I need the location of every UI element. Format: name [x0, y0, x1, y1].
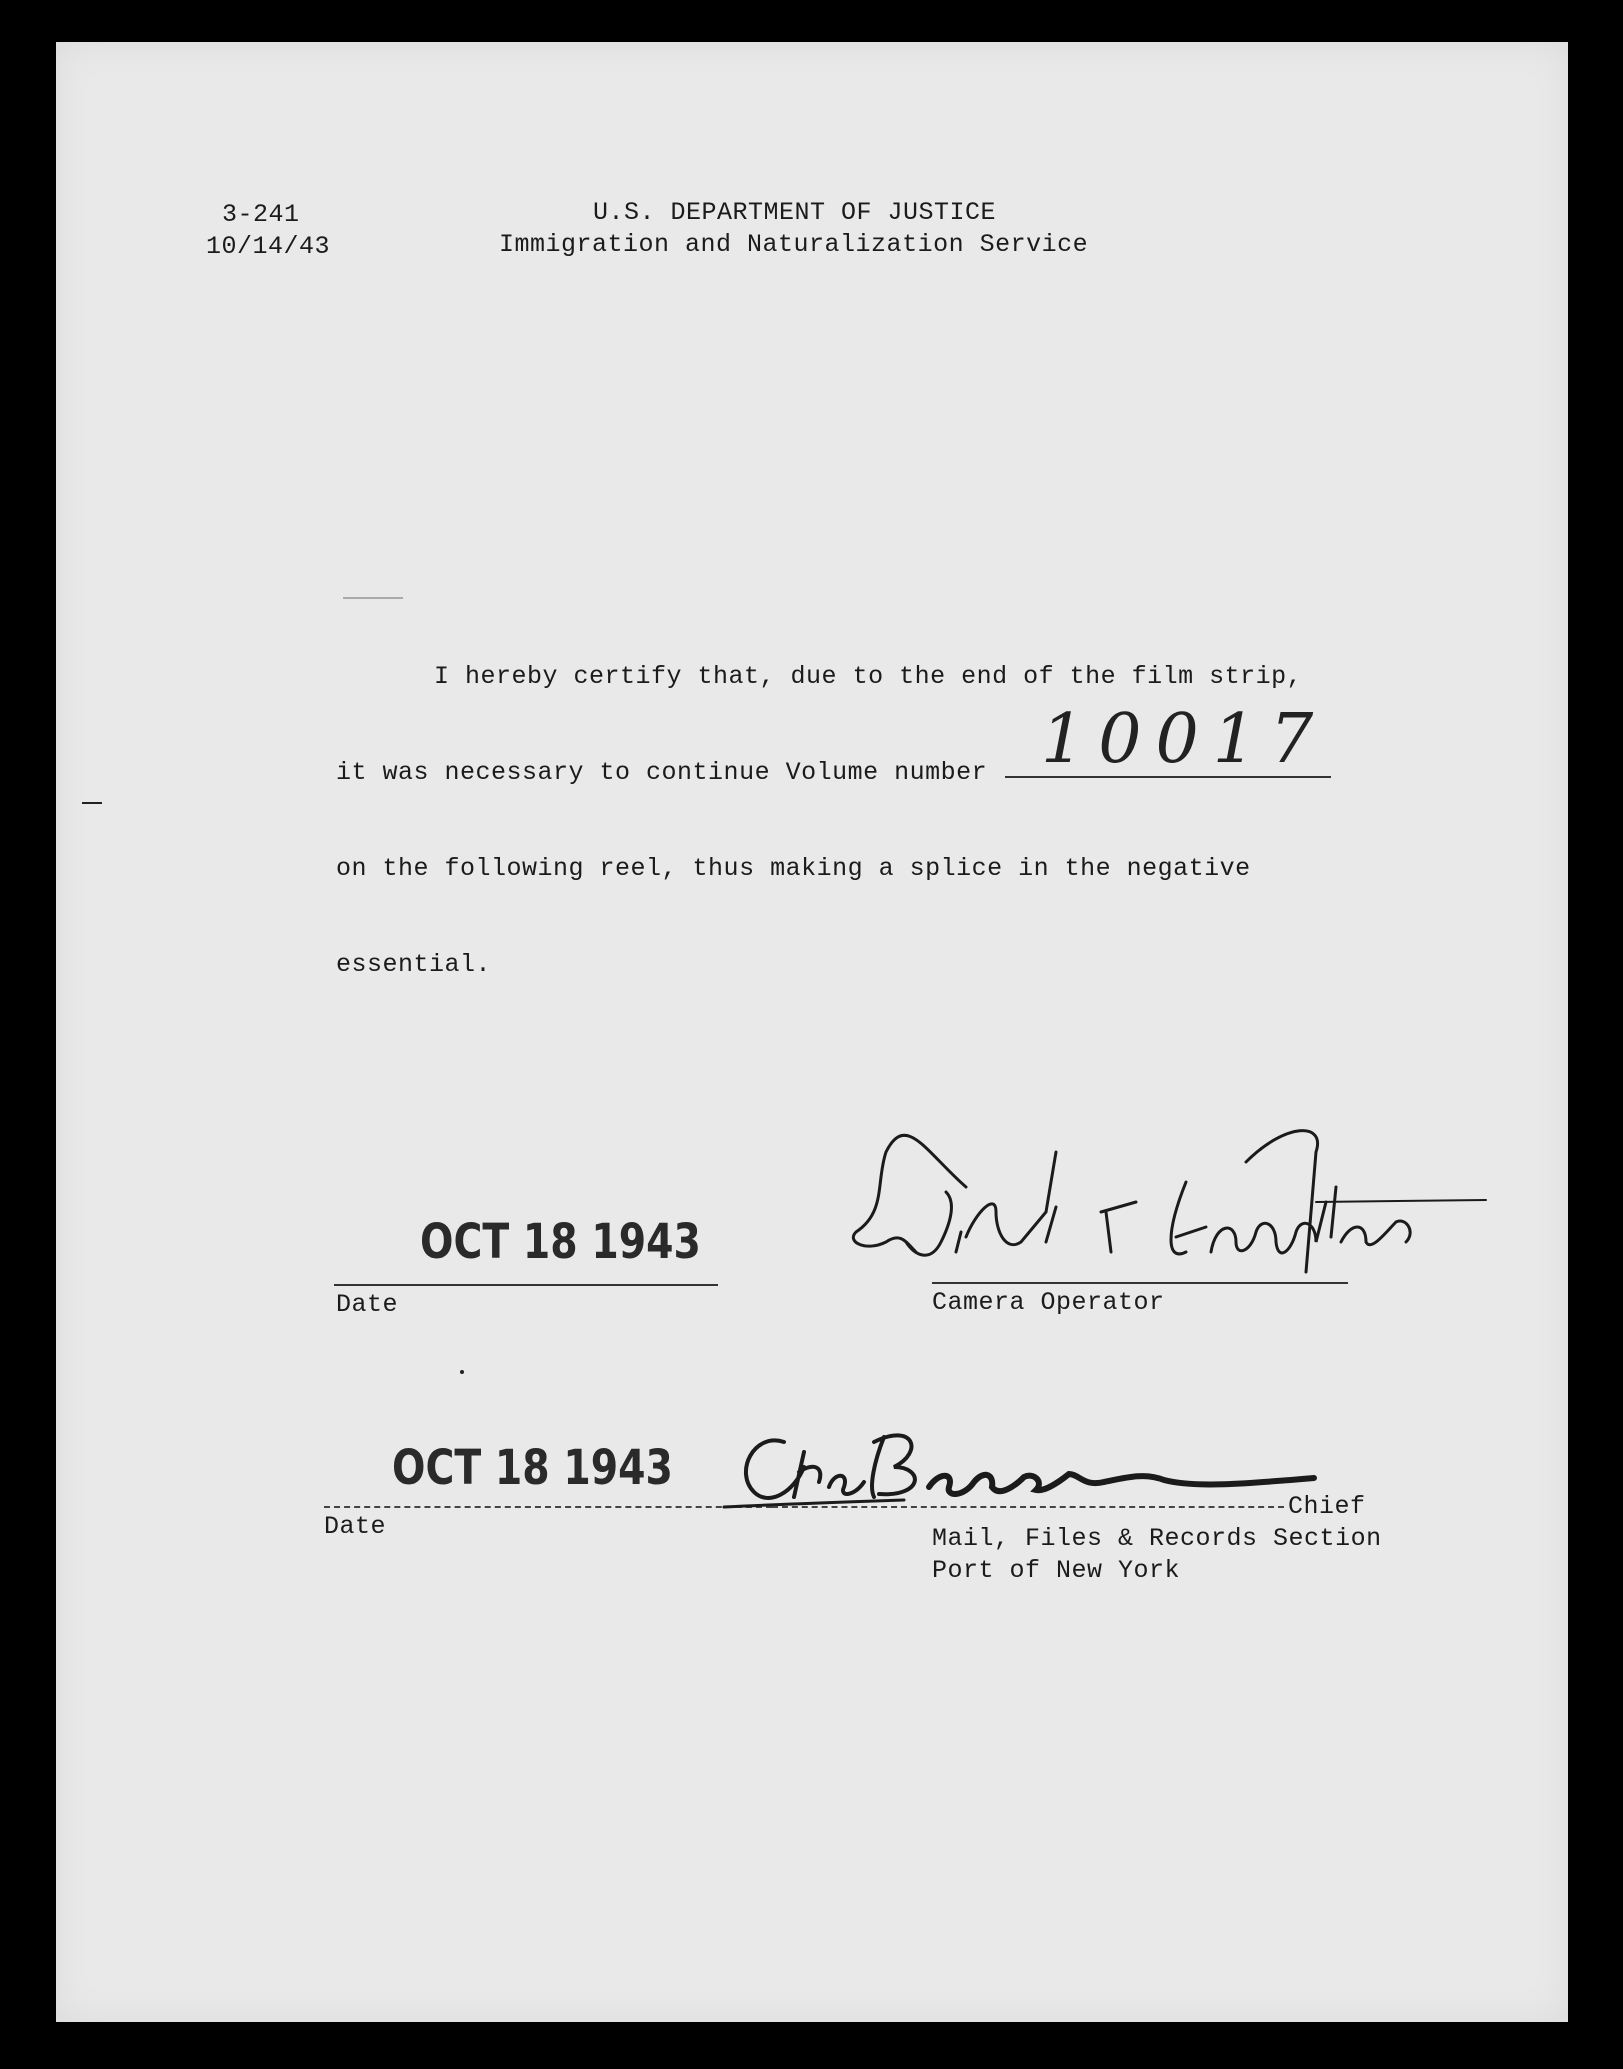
camera-operator-signature — [846, 1092, 1486, 1312]
chief-date-line — [324, 1506, 772, 1508]
header-department: U.S. DEPARTMENT OF JUSTICE — [593, 198, 997, 227]
document-page — [56, 42, 1568, 2022]
chief-section: Mail, Files & Records Section — [932, 1524, 1382, 1553]
chief-date-label: Date — [324, 1512, 387, 1541]
camera-operator-date-label: Date — [336, 1290, 399, 1319]
chief-port: Port of New York — [932, 1556, 1181, 1585]
camera-operator-title: Camera Operator — [932, 1288, 1165, 1317]
chief-title: Chief — [1288, 1492, 1366, 1521]
certification-line-4: essential. — [336, 950, 492, 979]
margin-tick — [82, 802, 102, 804]
form-date: 10/14/43 — [206, 232, 331, 261]
form-number: 3-241 — [222, 200, 300, 229]
dot-mark — [460, 1370, 464, 1374]
edge-tick — [343, 597, 403, 599]
header-service: Immigration and Naturalization Service — [499, 230, 1089, 259]
camera-operator-date-line — [334, 1284, 718, 1286]
certification-line-2: it was necessary to continue Volume number — [336, 758, 988, 787]
certification-line-1: I hereby certify that, due to the end of the film strip, — [434, 662, 1303, 691]
chief-signature-line — [772, 1506, 1284, 1508]
chief-date-stamp: OCT 18 1943 — [392, 1440, 673, 1496]
certification-line-3: on the following reel, thus making a splice in the negative — [336, 854, 1251, 883]
camera-operator-date-stamp: OCT 18 1943 — [420, 1214, 701, 1270]
camera-operator-signature-line — [932, 1282, 1348, 1284]
volume-number-handwritten: 10017 — [1041, 700, 1328, 779]
